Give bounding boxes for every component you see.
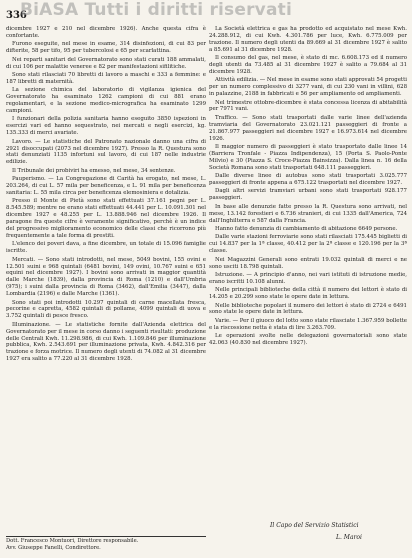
paragraph: Attività edilizia. — Nel mese in esame sono stati approvati 54 progetti per un numero complessivo di 3277 vani, di cui 230 vani in villini, 628 in palazzine, 2188 in fabbricati e 56 per ampliamento od ampliamenti. (209, 77, 407, 98)
paragraph: Il maggior numero di passeggieri è stato trasportato dalle linee 14 (Barriera Tronfale - Piazza Indipendenza), 15 (Porta S. Paolo-Ponte Milvio) e 30 (Piazza S. Croce-Piazza Bainsizza). Dalla linea n. 16 della Società Romana sono stati trasportati 648.111 passeggieri. (209, 144, 407, 171)
paragraph: Istruzione. — A principio d'anno, nei vari istituti di istruzione medie, erano iscritti 10.108 alunni. (209, 271, 407, 285)
paragraph: Sono stati rilasciati 70 libretti di lavoro a maschi e 333 a femmine: e 187 libretti di maternità. (6, 71, 206, 85)
paragraph: Il consumo del gas, nel mese, è stato di mc. 6.608.173 ed il numero degli utenti da 73.485 al 31 dicembre 1927 è salito a 79.684 al 31 dicembre 1928. (209, 55, 407, 75)
footer-editor: Avv. Giuseppe Fanelli, Condirettore. (6, 544, 101, 551)
paragraph: Nei Magazzini Generali sono entrati 19.032 quintali di merci e ne sono usciti 18.798 quintali. (209, 256, 407, 270)
paragraph: dicembre 1927 e 210 nel dicembre 1926). Anche questa cifra è confortante. (6, 26, 206, 39)
paragraph: Sono stati poi introdotti 10.297 quintali di carne macellata fresca, pecorine e capretta, 4582 quintali di pollame, 4099 quintali di uova e 3.752 quintali di pesce fresco. (6, 299, 206, 320)
paragraph: La Società elettrica e gas ha prodotto ed acquistato nel mese Kwh. 24.288.912, di cui Kwh. 4.301.786 per luce, Kwh. 6.775.009 per trazione. Il numero degli utenti da 89.669 al 31 dicembre 1927 è salito a 85.691 al 31 dicembre 1928. (209, 26, 407, 53)
paragraph: Nel trimestre ottobre-dicembre è stata concessa licenza di abitabilità per 7971 vani. (209, 99, 407, 113)
signature-office: Il Capo del Servizio Statistici (270, 522, 359, 529)
paragraph: Dagli altri servizi tramviari urbani sono stati trasportati 928.177 passeggieri. (209, 188, 407, 202)
paragraph: Dalle diverse linee di autobus sono stati trasportati 3.025.777 passeggieri di fronte appena a 675.122 trasportati nel dicembre 1927. (209, 173, 407, 187)
paragraph: Nelle principali biblioteche della città il numero dei lettori è stato di 14.205 e 20.299 sono state le opere date in lettura. (209, 287, 407, 301)
paragraph: Illuminazione. — Le statistiche fornite dall'Azienda elettrica del Governatorato per il mese in corso danno i seguenti risultati: produzione delle Centrali Kwh. 11.298.986, di cui Kwh. 1.109.846 per illuminazione pubblica, Kwh. 2.543.691 per illuminazione privata, Kwh. 4.842.316 per trazione e forza motrice. Il numero degli utenti di 74.082 al 31 dicembre 1927 era salito a 77.220 al 31 dicembre 1928. (6, 321, 206, 363)
paragraph: Varie. — Per il giuoco del lotto sono state rilasciate 1.367.959 bollette e la riscossione netta è stata di lire 3.263.709. (209, 317, 407, 331)
paragraph: Nei reparti sanitari del Governatorato sono stati curati 188 ammalati, di cui 106 per malattie veneree e 82 per manifestazioni sifilitiche. (6, 56, 206, 70)
paragraph: Furono eseguite, nel mese in esame, 314 disinfezioni, di cui 83 per difterite, 58 per tifo, 95 per tubercolosi e 65 per scarlattina. (6, 41, 206, 55)
paragraph: L'elenco dei poveri dava, a fine dicembre, un totale di 15.096 famiglie iscritte. (6, 241, 206, 255)
paragraph: Mercati. — Sono stati introdotti, nel mese, 5049 bovini, 155 ovini e 12.501 suini e 968 quintali (6481 bovini, 149 ovini, 10.767 suini e 651 equini nel dicembre 1927). I bovini sono arrivati in maggior quantità dalle Marche (1839), dalla provincia di Roma (1210) e dall'Umbria (975); i suini dalla provincia di Roma (3462), dall'Emilia (3447), dalla Lombardia (2196) e dalle Marche (1361). (6, 256, 206, 298)
paragraph: Nelle biblioteche popolari il numero dei lettori è stato di 2724 e 6491 sono state le opere date in lettura. (209, 302, 407, 316)
paragraph: Traffico. — Sono stati trasportati dalle varie linee dell'azienda tramviaria del Governatorato 23.021.121 passeggieri di fronte a 21.867.977 passeggieri nel dicembre 1927 e 16.973.614 nel dicembre 1926. (209, 114, 407, 142)
paragraph: I funzionari della polizia sanitaria hanno eseguito 3850 ispezioni in esercizi vari ed hanno sequestrato, nei mercati e negli esercizi, kg. 135.333 di merci avariate. (6, 116, 206, 137)
paragraph: Le operazioni svolte nelle delegazioni governatoriali sono state 42.063 (40.830 nel dicembre 1927). (209, 333, 407, 347)
paragraph: Hanno fatto denunzia di cambiamento di abitazione 6649 persone. (215, 225, 398, 232)
paragraph: La sezione chimica del laboratorio di vigilanza igienica del Governatorato ha esaminato 1262 campioni di cui 881 erano regolamentari, e la sezione medico-micrografica ha esaminato 1299 campioni. (6, 87, 206, 114)
page-number: 336 (6, 10, 27, 21)
footer (6, 538, 206, 551)
left-column (6, 26, 206, 365)
watermark: BiASA Tutti i diritti riservati (20, 0, 292, 20)
footer-director: Dott. Francesco Montuori, Direttore responsabile. (6, 538, 139, 544)
right-column (209, 26, 407, 348)
paragraph: Lavoro. — Le statistiche del Patronato nazionale danno una cifra di 2921 disoccupati (2073 nel dicembre 1927). Presso la R. Questura sono stati denunziati 1135 infortuni sul lavoro, di cui 187 nelle industrie edilizie. (6, 138, 206, 166)
footer-divider (6, 536, 206, 537)
signature-name: L. Maroi (336, 534, 362, 541)
paragraph: Dalle varie stazioni ferroviarie sono stati rilasciati 175.445 biglietti di cui 14.837 per la 1ª classe, 40.412 per la 2ª classe e 120.196 per la 3ª classe. (209, 234, 407, 255)
paragraph: Presso il Monte di Pietà sono stati effettuati 37.161 pegni per L. 8.545.589; mentre ne erano stati effettuati 44.441 per L. 10.091.301 nel dicembre 1927 e 48.255 per L. 13.888.946 nel dicembre 1926. Il paragone fra queste cifre è veramente significativo, perchè è un indice del progressivo miglioramento economico delle classi che ricorrono più frequentemente a tale forma di prestiti. (6, 198, 206, 239)
paragraph: In base alle denunzie fatte presso la R. Questura sono arrivati, nel mese, 13.142 forestieri e 6.736 stranieri, di cui 1335 dall'America, 724 dall'Inghilterra e 587 dalla Francia. (209, 203, 407, 224)
paragraph: Il Tribunale dei probiviri ha emesso, nel mese, 34 sentenze. (12, 167, 176, 174)
paragraph: Pauperismo. — La Congregazione di Carità ha erogato, nel mese, L. 203.264, di cui L. 57 mila per beneficenza, e L. 91 mila per beneficenza sanitaria: L. 55 mila circa per beneficenza elemosiniera e dotalizia. (6, 176, 206, 196)
